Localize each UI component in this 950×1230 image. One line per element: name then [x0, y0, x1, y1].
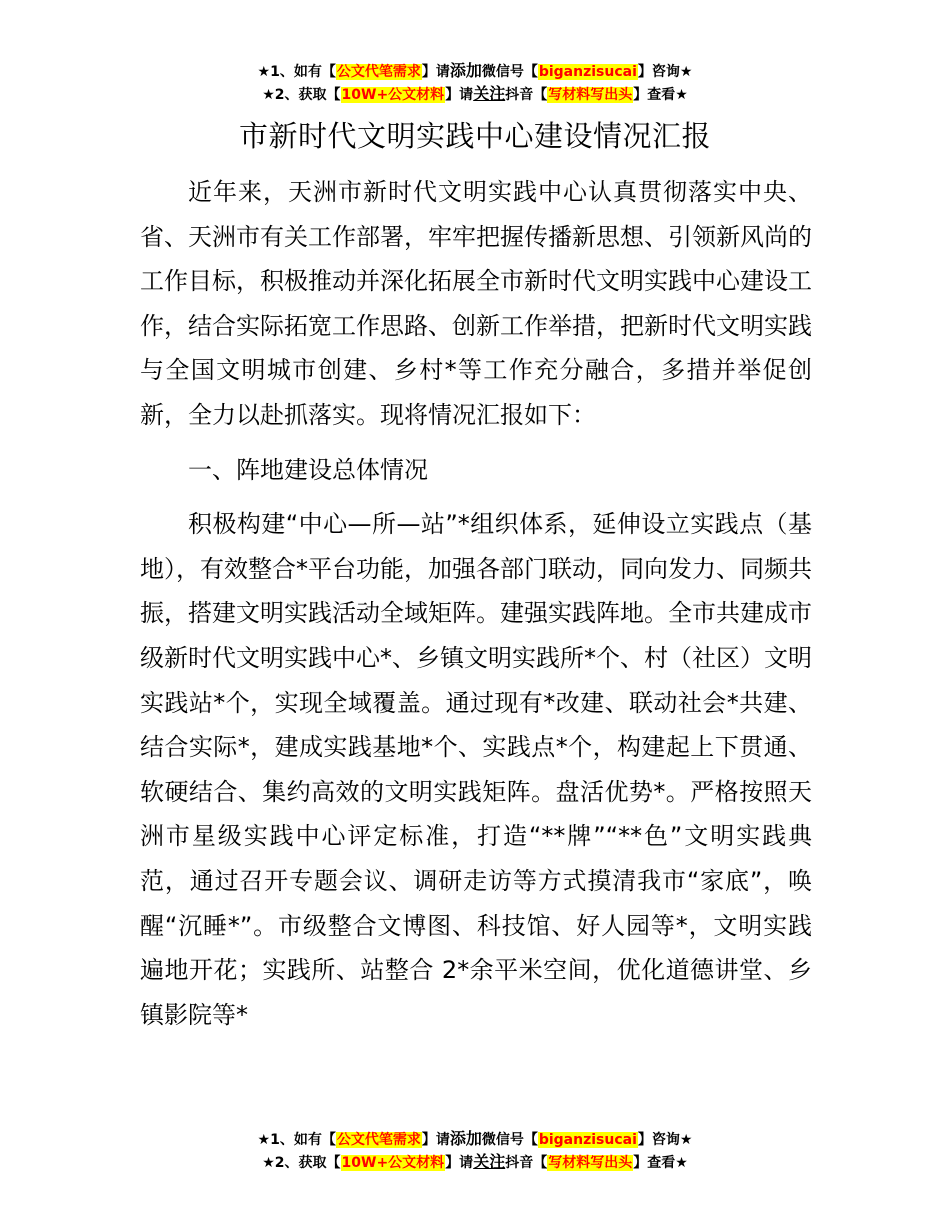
banner-text: ★1、如有【 [257, 1132, 336, 1148]
banner-highlight: 公文代笔需求 [336, 1132, 421, 1148]
footer-banner [0, 1128, 950, 1174]
document-body [140, 170, 812, 1037]
banner-emphasis: 关注 [473, 84, 506, 103]
banner-text: 】请 [445, 87, 474, 103]
banner-text: ★2、获取【 [262, 87, 341, 103]
banner-text: 抖音【 [505, 1155, 548, 1171]
banner-highlight: 写材料写出头 [548, 87, 633, 103]
header-banner [0, 60, 950, 106]
banner-highlight: 10W+公文材料 [341, 87, 445, 103]
document-title: 市新时代文明实践中心建设情况汇报 [238, 119, 711, 153]
banner-text: 抖音【 [505, 87, 548, 103]
banner-text: 】请 [421, 1132, 450, 1148]
paragraph-intro: 近年来，天洲市新时代文明实践中心认真贯彻落实中央、省、天洲市有关工作部署，牢牢把握传播新思想、引领新风尚的工作目标，积极推动并深化拓展全市新时代文明实践中心建设工作，结合实际拓宽工作思路、创新工作举措，把新时代文明实践与全国文明城市创建、乡村*等工作充分融合，多措并举促创新，全力以赴抓落实。现将情况汇报如下： [140, 178, 812, 429]
banner-line-2 [0, 83, 950, 106]
banner-text: 】请 [421, 64, 450, 80]
banner-text: 】查看★ [633, 87, 688, 103]
banner-text: ★1、如有【 [257, 64, 336, 80]
banner-text: 】请 [445, 1155, 474, 1171]
banner-text: 】咨询★ [637, 1132, 693, 1148]
paragraph-section-1: 积极构建“中心—所—站”*组织体系，延伸设立实践点（基地），有效整合*平台功能，加强各部门联动，同向发力、同频共振，搭建文明实践活动全域矩阵。建强实践阵地。全市共建成市级新时代文明实践中心*、乡镇文明实践所*个、村（社区）文明实践站*个，实现全域覆盖。通过现有*改建、联动社会*共建、结合实际*，建成实践基地*个、实践点*个，构建起上下贯通、软硬结合、集约高效的文明实践矩阵。盘活优势*。严格按照天洲市星级实践中心评定标准，打造“**牌”“**色”文明实践典范，通过召开专题会议、调研走访等方式摸清我市“家底”，唤醒“沉睡*”。市级整合文博图、科技馆、好人园等*，文明实践遍地开花；实践所、站整合 2*余平米空间，优化道德讲堂、乡镇影院等* [140, 510, 812, 1029]
banner-text: 】咨询★ [637, 64, 693, 80]
banner-highlight: 公文代笔需求 [336, 64, 421, 80]
section-heading: 一、阵地建设总体情况 [188, 455, 428, 484]
banner-highlight: 10W+公文材料 [341, 1155, 445, 1171]
banner-emphasis: 关注 [473, 1152, 506, 1171]
banner-highlight: biganzisucai [538, 64, 637, 80]
banner-text: 微信号【 [481, 64, 538, 80]
banner-emphasis: 添加 [449, 61, 482, 80]
banner-text: 微信号【 [481, 1132, 538, 1148]
banner-line-2 [0, 1151, 950, 1174]
banner-emphasis: 添加 [449, 1129, 482, 1148]
banner-text: 】查看★ [633, 1155, 688, 1171]
banner-text: ★2、获取【 [262, 1155, 341, 1171]
banner-highlight: biganzisucai [538, 1132, 637, 1148]
banner-line-1 [0, 60, 950, 83]
banner-highlight: 写材料写出头 [548, 1155, 633, 1171]
banner-line-1 [0, 1128, 950, 1151]
